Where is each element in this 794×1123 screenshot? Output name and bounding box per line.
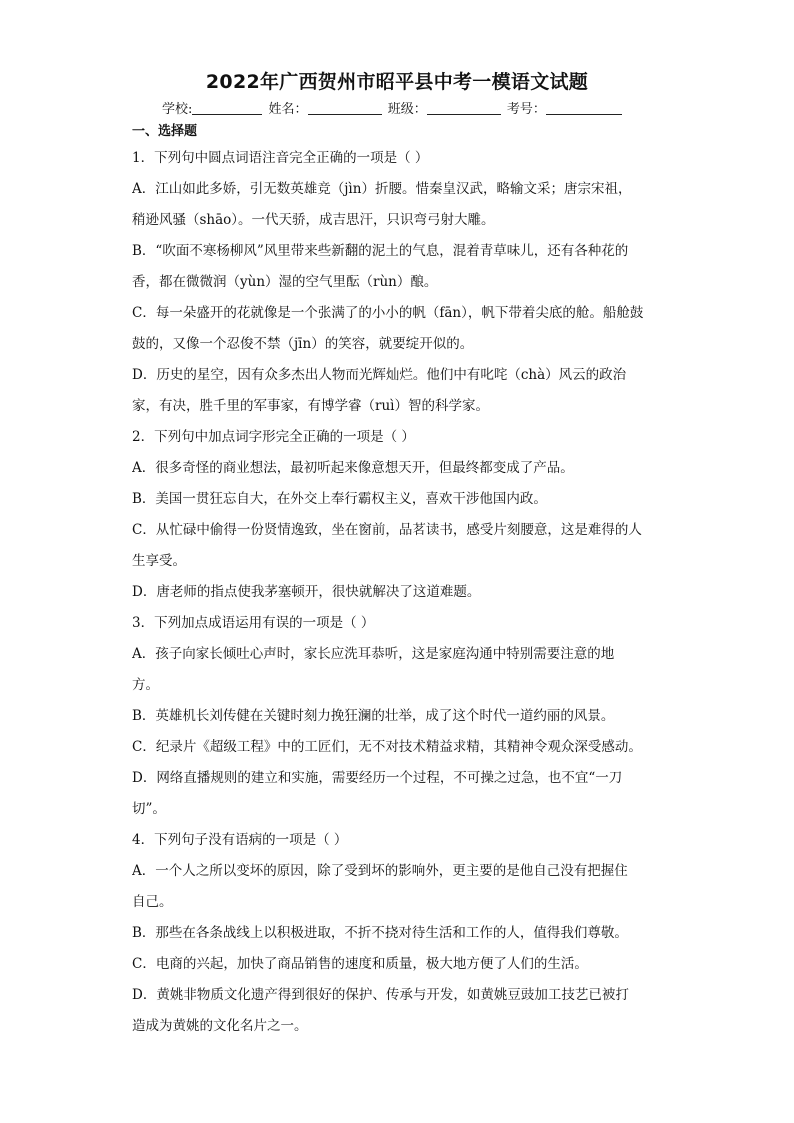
- text-line: 家，有决，胜千里的军事家，有博学睿（ruì）智的科学家。: [132, 398, 489, 414]
- text-line: 1．下列句中圆点词语注音完全正确的一项是（ ）: [132, 150, 429, 166]
- text-line: A．很多奇怪的商业想法，最初听起来像意想天开，但最终都变成了产品。: [132, 460, 574, 476]
- text-line: B．美国一贯狂忘自大，在外交上奉行霸权主义，喜欢干涉他国内政。: [132, 491, 547, 507]
- question-body: [132, 143, 662, 1042]
- text-line: A．江山如此多娇，引无数英雄竞（jìn）折腰。惜秦皇汉武，略输文采；唐宗宋祖，: [132, 181, 632, 197]
- text-line: 自己。: [132, 894, 173, 910]
- school-label: 学校:: [162, 102, 193, 117]
- name-blank[interactable]: [308, 100, 382, 115]
- student-info-row: [132, 100, 662, 120]
- section-heading: 一、选择题: [132, 124, 198, 139]
- text-line: B．那些在各条战线上以积极进取，不折不挠对待生活和工作的人，值得我们尊敬。: [132, 925, 628, 941]
- text-line: B．英雄机长刘传健在关键时刻力挽狂澜的壮举，成了这个时代一道约丽的风景。: [132, 708, 615, 724]
- text-line: C．每一朵盛开的花就像是一个张满了的小小的帆（fān），帆下带着尖底的舱。船舱鼓: [132, 305, 644, 321]
- text-line: 稍逊风骚（shāo）。一代天骄，成吉思汗，只识弯弓射大雕。: [132, 212, 495, 228]
- text-line: 香，都在微微润（yùn）湿的空气里酝（rùn）酿。: [132, 274, 438, 290]
- number-label: 考号：: [506, 102, 546, 117]
- text-line: C．纪录片《超级工程》中的工匠们，无不对技术精益求精，其精神令观众深受感动。: [132, 739, 642, 755]
- text-line: 4．下列句子没有语病的一项是（ ）: [132, 832, 348, 848]
- class-label: 班级：: [387, 102, 427, 117]
- name-label: 姓名：: [268, 102, 308, 117]
- text-line: D．黄姚非物质文化遗产得到很好的保护、传承与开发，如黄姚豆豉加工技艺已被打: [132, 987, 629, 1003]
- text-line: A．孩子向家长倾吐心声时，家长应洗耳恭听，这是家庭沟通中特别需要注意的地: [132, 646, 615, 662]
- school-blank[interactable]: [192, 100, 262, 115]
- text-line: A．一个人之所以变坏的原因，除了受到坏的影响外，更主要的是他自己没有把握住: [132, 863, 628, 879]
- text-line: 鼓的，又像一个忍俊不禁（jīn）的笑容，就要绽开似的。: [132, 336, 474, 352]
- text-line: B．“吹面不寒杨柳风”风里带来些新翻的泥土的气息，混着青草味儿，还有各种花的: [132, 243, 629, 259]
- text-line: 3．下列加点成语运用有误的一项是（ ）: [132, 615, 375, 631]
- number-blank[interactable]: [546, 100, 622, 115]
- text-line: 切”。: [132, 801, 166, 817]
- text-line: C．电商的兴起，加快了商品销售的速度和质量，极大地方便了人们的生活。: [132, 956, 588, 972]
- class-blank[interactable]: [427, 100, 501, 115]
- text-line: 生享受。: [132, 553, 186, 569]
- text-line: D．历史的星空，因有众多杰出人物而光辉灿烂。他们中有叱咤（chà）风云的政治: [132, 367, 627, 383]
- text-line: D．网络直播规则的建立和实施，需要经历一个过程，不可操之过急，也不宜“一刀: [132, 770, 623, 786]
- text-line: 方。: [132, 677, 159, 693]
- text-line: C．从忙碌中偷得一份贤情逸致，坐在窗前，品茗读书，感受片刻腰意，这是难得的人: [132, 522, 642, 538]
- text-line: 2．下列句中加点词字形完全正确的一项是（ ）: [132, 429, 415, 445]
- text-line: 造成为黄姚的文化名片之一。: [132, 1018, 308, 1034]
- page-title: 2022年广西贺州市昭平县中考一模语文试题: [205, 71, 589, 93]
- text-line: D．唐老师的指点使我茅塞顿开，很快就解决了这道难题。: [132, 584, 481, 600]
